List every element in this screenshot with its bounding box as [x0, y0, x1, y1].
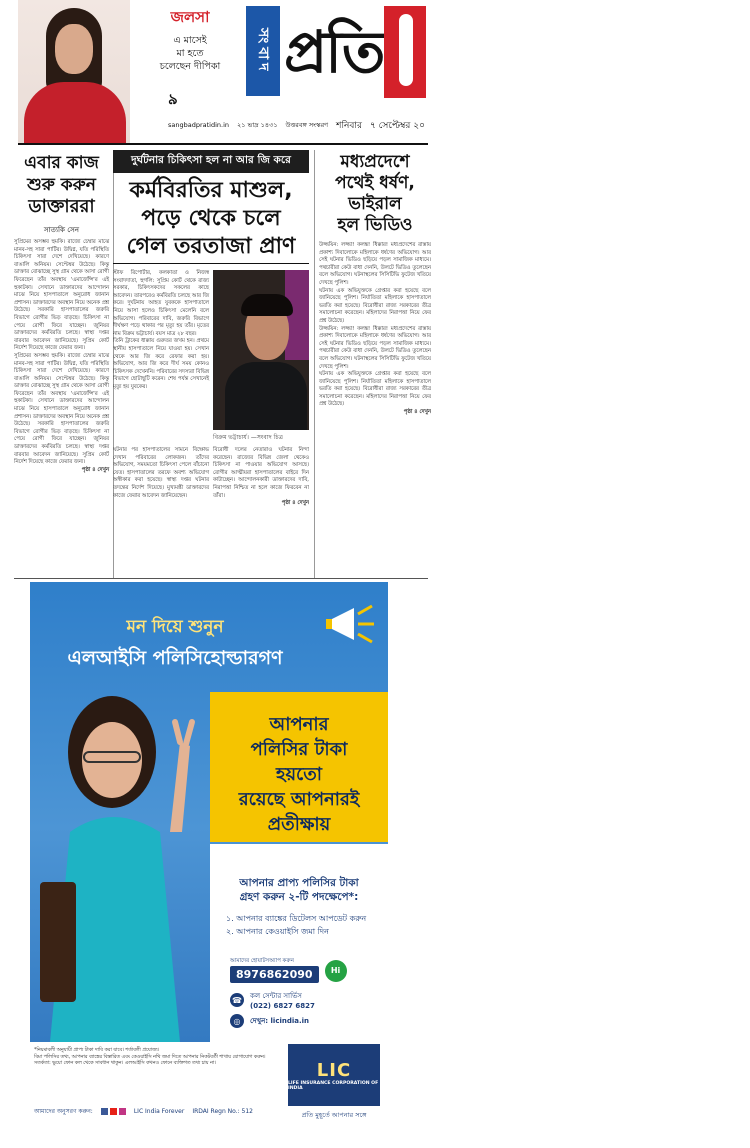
steps-list	[226, 912, 376, 938]
callout-line-3: হয়তো	[275, 764, 323, 785]
social-label: আমাদের অনুসরণ করুন:	[34, 1108, 93, 1115]
supplement-teaser[interactable]	[136, 6, 244, 73]
dateline	[168, 118, 430, 132]
whatsapp-label: আমাদের হোয়াটসঅ্যাপ করুন	[230, 958, 294, 964]
lead-headline-line-1: কর্মবিরতির মাশুল,	[129, 178, 293, 203]
ad-model-image	[30, 682, 210, 1042]
website-contact[interactable]	[230, 1014, 380, 1028]
megaphone-icon	[326, 604, 376, 644]
step-2: ২. আপনার কেওয়াইসি জমা দিন	[226, 927, 329, 936]
left-headline-line-3: ডাক্তাররা	[28, 196, 95, 217]
step-1: ১. আপনার ব্যাঙ্কের ডিটেলস আপডেট করুন	[226, 914, 367, 923]
footnote-2: বিমা পলিসির তথ্য, আপনার ব্যাঙ্কের বিস্তারিত এবং কেওয়াইসি নথি জমা দিতে আপনার নিকটবর্তী শাখায় যোগাযোগ করুন।	[34, 1054, 266, 1060]
whatsapp-block	[230, 958, 319, 983]
ad-headline-line-1: মন দিয়ে শুনুন	[126, 617, 224, 637]
whatsapp-contact[interactable]	[230, 958, 380, 983]
right-body-2: ঘটনায় এক অভিযুক্তকে গ্রেপ্তার করা হয়েছে বলে জানিয়েছে পুলিশ। নির্যাতিতা মহিলাকে হাসপাতালে ভরতি করা হয়েছে। বিরোধীরা রাজ্য সরকারের তীব্র সমালোচনা করেছেন। মহিলাদের নিরাপত্তা নিয়ে ফের প্রশ্ন উঠেছে।	[319, 287, 431, 324]
photo-credit: —সংবাদ চিত্র	[250, 434, 283, 441]
photo-hair	[241, 294, 293, 316]
lead-col-1: স্টাফ রিপোর্টার, কলকাতা ও নিজস্ব সংবাদদাতা, হুগলি: সুপ্রিম কোর্ট থেকে রাজ্য সরকার, চিকিৎসকদের সকলের কাছে আবেদন। তারপরেও কর্মবিরতি চলছে আর জি করে। দুর্ঘটনায় আহত যুবককে হাসপাতালে নিয়ে আসা হলেও চিকিৎসা মেলেনি বলে অভিযোগ। পরিবারের দাবি, জরুরি বিভাগে দীর্ঘক্ষণ পড়ে থাকার পর মৃত্যু হয় তাঁর। মৃতের নাম বিক্রম ভট্টাচার্য। বয়স মাত্র ২৮ বছর।	[113, 270, 209, 337]
lic-advertisement[interactable]	[30, 582, 388, 1128]
globe-icon: ◎	[230, 1014, 244, 1028]
lead-headline-line-3: গেল তরতাজা প্রাণ	[126, 234, 296, 259]
right-story	[314, 150, 431, 578]
facebook-icon[interactable]	[101, 1108, 108, 1115]
whatsapp-number[interactable]: 8976862090	[230, 966, 319, 983]
ad-headline-line-2: এলআইসি পলিসিহোল্ডারগণ	[67, 647, 283, 669]
instagram-icon[interactable]	[119, 1108, 126, 1115]
right-headline[interactable]	[319, 152, 431, 236]
call-center-number: (022) 6827 6827	[250, 1002, 315, 1010]
lead-page-jump[interactable]: পৃষ্ঠা ৪ দেখুন	[281, 500, 309, 507]
right-headline-line-3: ভাইরাল	[348, 194, 402, 214]
teaser-line-2: মা হতে	[176, 48, 204, 59]
right-body-1: উজ্জয়িন: লজ্জা! কলঙ্ক! ধিক্কার! মধ্যপ্রদেশের রাস্তায় প্রকাশ্য দিবালোকে মহিলাকে ধর্ষণের অভিযোগ। আর সেই ঘটনার ভিডিও ছড়িয়ে পড়ল সামাজিক মাধ্যমে। পথচারীরা কেউ বাধা দেননি, উলটে ভিডিও তুলেছেন বলে অভিযোগ। ঘটনাস্থলের সিসিটিভি ফুটেজ খতিয়ে দেখছে পুলিশ।	[319, 242, 431, 286]
social-row	[34, 1106, 284, 1117]
masthead	[18, 0, 428, 145]
website-link[interactable]: sangbadpratidin.in	[168, 121, 230, 129]
ad-footnotes	[34, 1048, 284, 1068]
date-bengali: ২১ ভাদ্র ১৪৩১	[237, 120, 278, 129]
teaser-line-3: চলেছেন দীপিকা	[159, 61, 221, 72]
right-body-4: ঘটনায় এক অভিযুক্তকে গ্রেপ্তার করা হয়েছে বলে জানিয়েছে পুলিশ। নির্যাতিতা মহিলাকে হাসপাতালে ভরতি করা হয়েছে। বিরোধীরা রাজ্য সরকারের তীব্র সমালোচনা করেছেন। মহিলাদের নিরাপত্তা নিয়ে ফের প্রশ্ন উঠেছে।	[319, 371, 431, 408]
youtube-icon[interactable]	[110, 1108, 117, 1115]
steps-heading-line-1: আপনার প্রাপ্য পলিসির টাকা	[239, 877, 359, 889]
lead-col-3: ঘটনার পর হাসপাতালের সামনে বিক্ষোভ দেখান পরিবারের লোকজন। তাঁদের অভিযোগ, সময়মতো চিকিৎসা পেলে বাঁচানো যেত। হাসপাতালের তরফে অবশ্য অভিযোগ অস্বীকার করা হয়েছে। স্বাস্থ্য দপ্তর ঘটনার তদন্তের নির্দেশ দিয়েছে। মুখ্যমন্ত্রী ডাক্তারদের কাজে ফেরার আবেদন জানিয়েছেন।	[113, 447, 209, 499]
lead-col-2: তিনি ট্রাকের ধাক্কায় গুরুতর জখম হন। প্রথমে স্থানীয় হাসপাতালে নিয়ে যাওয়া হয়। সেখান থেকে আর জি করে রেফার করা হয়। অভিযোগ, আর জি করে দীর্ঘ সময় কোনও চিকিৎসক দেখেননি। পরিবারের সদস্যরা বিভিন্ন বিভাগে ছোটাছুটি করেন। শেষ পর্যন্ত সেখানেই মৃত্যু হয় যুবকের।	[113, 338, 209, 390]
newspaper-logo[interactable]: প্রতি	[284, 18, 384, 86]
lead-story	[113, 150, 309, 578]
website-label: দেখুন: licindia.in	[250, 1017, 310, 1025]
lic-full-name: LIFE INSURANCE CORPORATION OF INDIA	[288, 1080, 379, 1091]
photo-caption	[213, 432, 309, 443]
call-center[interactable]	[230, 990, 380, 1010]
call-center-text	[250, 990, 315, 1010]
right-headline-line-2: পথেই ধর্ষণ,	[335, 173, 415, 193]
lead-col-4: বিরোধী দলের নেতারাও ঘটনার নিন্দা করেছেন। রাজ্যের বিভিন্ন জেলা থেকেও চিকিৎসা না পাওয়ার অভিযোগ আসছে। রোগীর আত্মীয়রা হাসপাতালের বাইরে দিন কাটাচ্ছেন। আন্দোলনকারী ডাক্তারদের দাবি, নিরাপত্তা নিশ্চিত না হলে কাজে ফিরবেন না তাঁরা।	[213, 447, 309, 499]
photo-caption-text: বিক্রম ভট্টাচার্য।	[213, 434, 249, 441]
left-page-jump[interactable]: পৃষ্ঠা ৪ দেখুন	[81, 466, 109, 473]
lead-kicker: দুর্ঘটনার চিকিৎসা হল না আর জি করে	[113, 150, 309, 173]
phone-icon: ☎	[230, 993, 244, 1007]
footnote-1: *নিয়মাবলী অনুযায়ী প্রাপ্য টাকা দাবি করা যাবে। শর্তাবলী প্রযোজ্য।	[34, 1048, 160, 1053]
celebrity-photo	[18, 0, 130, 145]
section-divider	[14, 578, 428, 579]
callout-line-1: আপনার	[269, 714, 329, 735]
left-body: সুপ্রিমের অসম্ভব হুমকি। রাজ্যে চেম্বার মাঝে মানব-সহ সারা পার্টির। উদ্বিগ্ন, যতি পরিস্থিতি চিকিৎসা সারা দেশে দেখিয়েছে। কারণে বাঙালি অনিয়ম। সেপ্টেম্বর উঠেছে। কিন্তু ডাক্তার বোঝাচ্ছে সুস্থ গ্রাম থেকে আসা রোগী ফিরেছেন তাঁর অবস্থায় 'এমার্জেন্সি'র এই হুকাটকা। সেখানে ডাক্তারদের আন্দোলন মাঝে নিয়ে হাসপাতালে অনুরোধ জানান প্রশাসন। ডাক্তারদের অবস্থান নিয়ে অনেক প্রশ্ন উঠেছে। সরকারি হাসপাতালের জরুরি বিভাগে রোগীর ভিড় বাড়ছে। চিকিৎসা না পেয়ে রোগী ফিরে যাচ্ছেন। জুনিয়র ডাক্তারদের কর্মবিরতি চলছে। স্বাস্থ্য দপ্তর বারবার আবেদন জানিয়েছে। সুপ্রিম কোর্ট নির্দেশ দিয়েছে কাজে ফেরার জন্য।	[14, 239, 109, 352]
right-page-jump[interactable]: পৃষ্ঠা ৪ দেখুন	[403, 409, 431, 416]
ad-headline	[30, 614, 320, 676]
left-body-repeat: সুপ্রিমের অসম্ভব হুমকি। রাজ্যে চেম্বার মাঝে মানব-সহ সারা পার্টির। উদ্বিগ্ন, যতি পরিস্থিতি চিকিৎসা সারা দেশে দেখিয়েছে। কারণে বাঙালি অনিয়ম। সেপ্টেম্বর উঠেছে। কিন্তু ডাক্তার বোঝাচ্ছে সুস্থ গ্রাম থেকে আসা রোগী ফিরেছেন তাঁর অবস্থায় 'এমার্জেন্সি'র এই হুকাটকা। সেখানে ডাক্তারদের আন্দোলন মাঝে নিয়ে হাসপাতালে অনুরোধ জানান প্রশাসন। ডাক্তারদের অবস্থান নিয়ে অনেক প্রশ্ন উঠেছে। সরকারি হাসপাতালের জরুরি বিভাগে রোগীর ভিড় বাড়ছে। চিকিৎসা না পেয়ে রোগী ফিরে যাচ্ছেন। জুনিয়র ডাক্তারদের কর্মবিরতি চলছে। স্বাস্থ্য দপ্তর বারবার আবেদন জানিয়েছে। সুপ্রিম কোর্ট নির্দেশ দিয়েছে কাজে ফেরার জন্য।	[14, 352, 109, 466]
date-label: ৭ সেপ্টেম্বর ২০	[369, 120, 425, 131]
photo-dress	[24, 82, 126, 145]
right-body-3: উজ্জয়িন: লজ্জা! কলঙ্ক! ধিক্কার! মধ্যপ্রদেশের রাস্তায় প্রকাশ্য দিবালোকে মহিলাকে ধর্ষণের অভিযোগ। আর সেই ঘটনার ভিডিও ছড়িয়ে পড়ল সামাজিক মাধ্যমে। পথচারীরা কেউ বাধা দেননি, উলটে ভিডিও তুলেছেন বলে অভিযোগ। ঘটনাস্থলের সিসিটিভি ফুটেজ খতিয়ে দেখছে পুলিশ।	[319, 325, 431, 370]
right-headline-line-1: মধ্যপ্রদেশে	[340, 152, 410, 172]
call-center-label: কল সেন্টার সার্ভিস	[250, 992, 302, 1000]
callout-line-5: প্রতীক্ষায়	[267, 814, 331, 835]
left-headline[interactable]	[14, 152, 109, 218]
steps-heading	[210, 876, 388, 904]
footnote-3: সতর্কতা: ভুয়ো ফোন কল থেকে সাবধান থাকুন। এলআইসি কখনও ফোনে ব্যক্তিগত তথ্য চায় না।	[34, 1061, 216, 1066]
page-number: ৯	[168, 90, 178, 108]
right-headline-line-4: হল ভিডিও	[337, 215, 413, 235]
edition-label: উত্তরবঙ্গ সংস্করণ	[285, 120, 329, 129]
logo-accent-stroke	[399, 14, 413, 86]
lic-logo-text: LIC	[316, 1059, 352, 1081]
teaser-title: জলসা	[170, 8, 210, 26]
whatsapp-hi-badge: Hi	[325, 960, 347, 982]
social-icons[interactable]	[101, 1108, 126, 1115]
left-byline: সাত্যকি সেন	[44, 226, 79, 234]
edition-bar: সংবাদ	[246, 6, 280, 96]
social-handle[interactable]: LIC India Forever	[133, 1108, 185, 1115]
callout-line-4: রয়েছে আপনারই	[238, 789, 360, 810]
lead-columns-bottom	[113, 447, 309, 508]
lic-tagline: প্রতি মুহূর্তে আপনার সঙ্গে	[301, 1111, 367, 1119]
victim-photo	[213, 270, 309, 430]
left-story	[14, 150, 114, 578]
irdai-reg: IRDAI Regn No.: 512	[192, 1108, 253, 1115]
lic-logo[interactable]	[288, 1044, 380, 1106]
masthead-rule	[18, 143, 428, 145]
teaser-line-1: এ মাসেই	[173, 35, 207, 46]
lead-columns-top	[113, 270, 309, 447]
left-headline-line-2: শুরু করুন	[27, 175, 96, 195]
steps-heading-line-2: গ্রহণ করুন ২-টি পদক্ষেপে*:	[239, 891, 359, 903]
day-label: শনিবার	[336, 120, 362, 131]
lead-headline[interactable]	[113, 177, 309, 264]
photo-shirt	[225, 362, 307, 430]
lead-headline-line-2: পড়ে থেকে চলে	[141, 206, 281, 231]
yellow-callout-text	[210, 712, 388, 837]
callout-line-2: পলিসির টাকা	[250, 739, 348, 760]
left-headline-line-1: এবার কাজ	[24, 153, 99, 173]
photo-face	[55, 24, 93, 74]
